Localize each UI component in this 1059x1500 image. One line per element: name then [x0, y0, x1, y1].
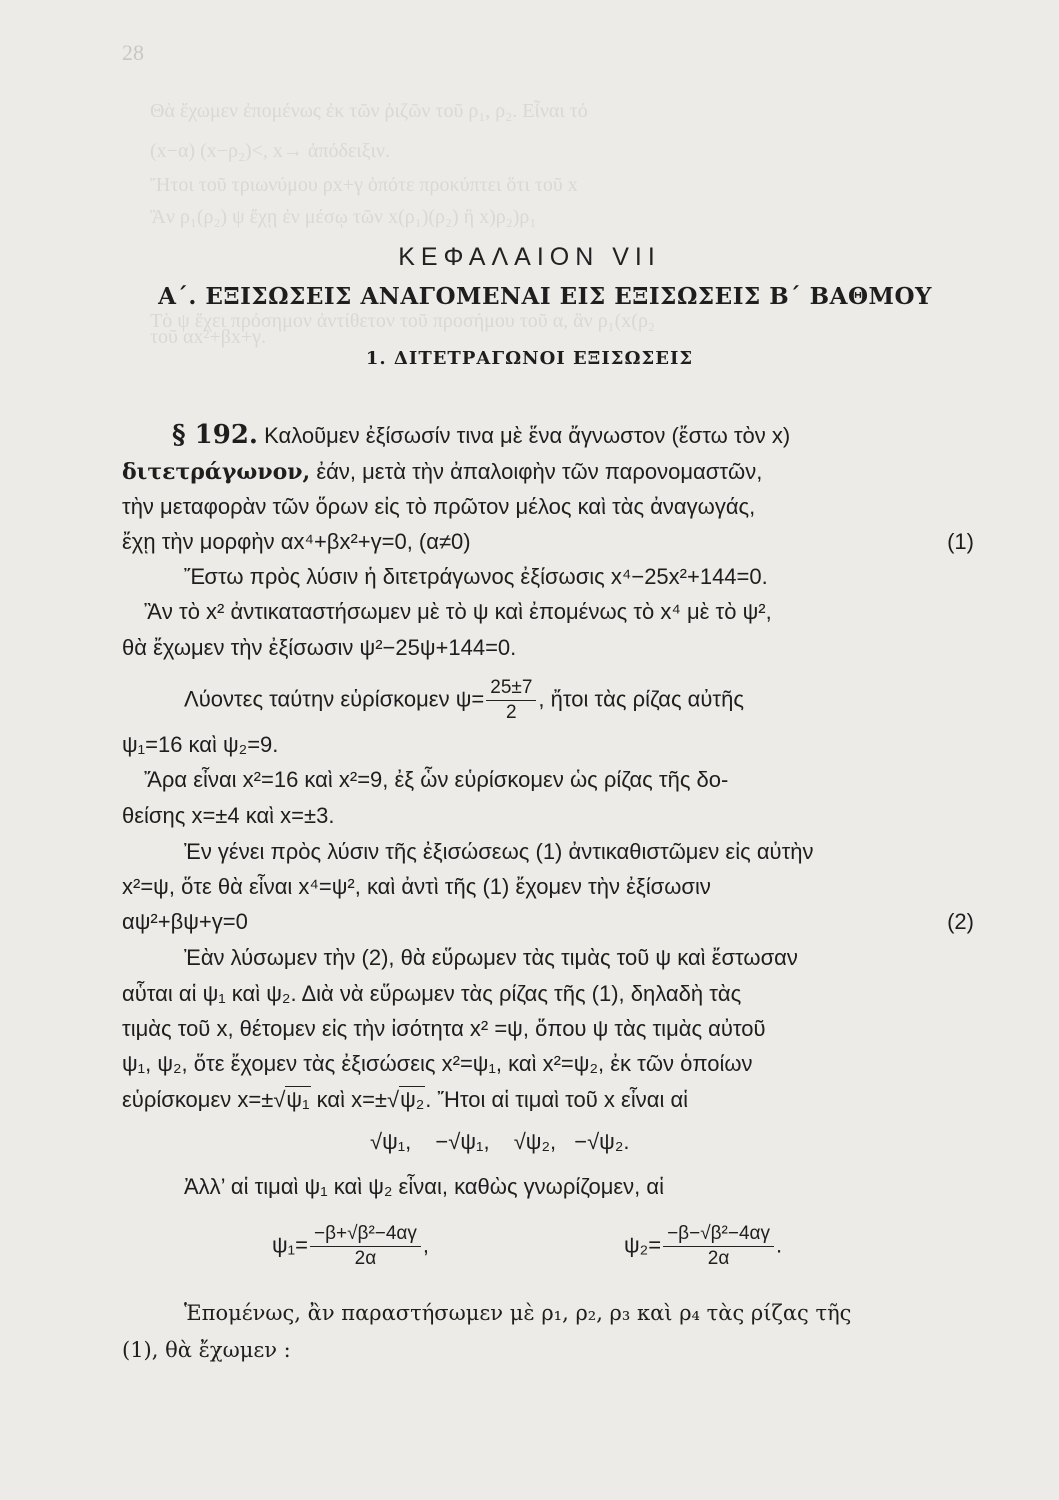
root-value: −√ψ₁,: [435, 1129, 490, 1154]
text-line: τιμὰς τοῦ x, θέτομεν εἰς τὴν ἰσότητα x² =ψ, ὅπου ψ τὰς τιμὰς αὐτοῦ: [122, 1016, 766, 1041]
text-span: αψ²+βψ+γ=0: [122, 909, 248, 934]
text-line: Ἀλλ’ αἱ τιμαὶ ψ₁ καὶ ψ₂ εἶναι, καθὼς γνωρίζομεν, αἱ: [184, 1174, 665, 1199]
text-line: [122, 421, 974, 450]
text-line: Ἐὰν λύσωμεν τὴν (2), θὰ εὕρωμεν τὰς τιμὰς τοῦ ψ καὶ ἔστωσαν: [184, 945, 798, 970]
text-line: [122, 528, 974, 556]
root-value: √ψ₁,: [370, 1129, 412, 1154]
formula-lhs: ψ₂=: [624, 1232, 662, 1258]
formula-lhs: ψ₁=: [272, 1232, 308, 1258]
text-line: [122, 676, 974, 725]
fraction-denominator: 2α: [354, 1248, 377, 1269]
fraction-numerator: −β−√β²−4αγ: [663, 1222, 774, 1247]
defined-term: διτετράγωνον,: [122, 459, 311, 485]
bleed-through-line: Ἤτοι τοῦ τριωνύμου ρx+γ ὁπότε προκύπτει ὅτι τοῦ x: [150, 174, 578, 196]
text-line: τὴν μεταφορὰν τῶν ὅρων εἰς τὸ πρῶτον μέλος καὶ τὰς ἀναγωγάς,: [122, 494, 756, 519]
bleed-through-line: Ἂν ρ₁(ρ₂) ψ ἔχῃ ἐν μέσῳ τῶν x(ρ₁)(ρ₂) ἢ x)ρ₂)ρ₁: [150, 206, 537, 228]
text-line: θὰ ἔχωμεν τὴν ἐξίσωσιν ψ²−25ψ+144=0.: [122, 635, 517, 660]
equation-number: (1): [947, 529, 974, 554]
text-span: εὑρίσκομεν x=±: [122, 1087, 274, 1112]
text-span: καὶ x=±: [310, 1087, 387, 1112]
fraction: [310, 1222, 421, 1271]
root-value: −√ψ₂.: [574, 1129, 630, 1154]
bleed-through-line: τοῦ αx²+βx+γ.: [150, 326, 266, 348]
bleed-through-line: Τὸ ψ ἔχει πρόσημον ἀντίθετον τοῦ προσήμου τοῦ α, ἂν ρ₁(x(ρ₂: [150, 310, 655, 332]
fraction: [486, 676, 536, 725]
text-span: . Ἤτοι αἱ τιμαὶ τοῦ x εἶναι αἱ: [425, 1087, 689, 1112]
fraction-denominator: 2α: [707, 1248, 730, 1269]
bleed-through-line: (x−α) (x−ρ₂)<, x→ ἀπόδειξιν.: [150, 140, 391, 162]
fraction-numerator: 25±7: [486, 676, 536, 701]
text-line: [122, 458, 974, 486]
text-line: Ἂν τὸ x² ἀντικαταστήσωμεν μὲ τὸ ψ καὶ ἐπομένως τὸ x⁴ μὲ τὸ ψ²,: [144, 599, 772, 624]
chapter-title: ΚΕΦΑΛΑΙΟΝ VII: [398, 243, 661, 271]
fraction: [663, 1222, 774, 1271]
text-line: Ἑπομένως, ἂν παραστήσωμεν μὲ ρ₁, ρ₂, ρ₃ καὶ ρ₄ τὰς ρίζας τῆς: [184, 1301, 852, 1325]
radical: ψ₁: [286, 1087, 310, 1112]
text-line: αὗται αἱ ψ₁ καὶ ψ₂. Διὰ νὰ εὕρωμεν τὰς ρίζας τῆς (1), δηλαδὴ τὰς: [122, 981, 742, 1006]
text-line: θείσης x=±4 καὶ x=±3.: [122, 803, 335, 828]
fraction-denominator: 2: [506, 702, 517, 723]
text-line: Ἔστω πρὸς λύσιν ἡ διτετράγωνος ἐξίσωσις x⁴−25x²+144=0.: [184, 564, 768, 589]
roots-list: [370, 1128, 700, 1156]
section-title: 1. ΔΙΤΕΤΡΑΓΩΝΟΙ ΕΞΙΣΩΣΕΙΣ: [365, 348, 694, 369]
root-value: √ψ₂,: [513, 1129, 557, 1154]
text-span: Καλοῦμεν ἐξίσωσίν τινα μὲ ἕνα ἄγνωστον (ἔστω τὸν x): [264, 423, 791, 448]
text-line: ψ₁=16 καὶ ψ₂=9.: [122, 732, 279, 757]
page-number: 28: [122, 40, 144, 65]
text-line: (1), θὰ ἔχωμεν :: [122, 1338, 291, 1362]
text-span: , ἤτοι τὰς ρίζας αὐτῆς: [538, 686, 744, 712]
section-mark: § 192.: [172, 420, 258, 450]
text-line: [122, 908, 974, 936]
text-line: ψ₁, ψ₂, ὅτε ἔχομεν τὰς ἐξισώσεις x²=ψ₁, καὶ x²=ψ₂, ἐκ τῶν ὁποίων: [122, 1051, 753, 1076]
text-span: ἔχῃ τὴν μορφὴν αx⁴+βx²+γ=0, (α≠0): [122, 529, 471, 554]
radical: ψ₂: [400, 1087, 425, 1112]
text-line: x²=ψ, ὅτε θὰ εἶναι x⁴=ψ², καὶ ἀντὶ τῆς (1) ἔχομεν τὴν ἐξίσωσιν: [122, 874, 711, 899]
text-line: Ἐν γένει πρὸς λύσιν τῆς ἐξισώσεως (1) ἀντικαθιστῶμεν εἰς αὐτὴν: [184, 839, 814, 864]
text-line: Ἄρα εἶναι x²=16 καὶ x²=9, ἐξ ὧν εὑρίσκομεν ὡς ρίζας τῆς δο-: [144, 767, 729, 792]
text-span: ἐάν, μετὰ τὴν ἀπαλοιφὴν τῶν παρονομαστῶν,: [316, 459, 763, 484]
equation-number: (2): [947, 909, 974, 934]
formula-psi2: ψ₂= $\frac{\text{−β−√β²−4αγ}}{2\alpha}$ .: [624, 1223, 783, 1269]
fraction-numerator: −β+√β²−4αγ: [310, 1222, 421, 1247]
bleed-through-line: Θὰ ἔχωμεν ἐπομένως ἐκ τῶν ῥιζῶν τοῦ ρ₁, ρ₂. Εἶναι τό: [150, 100, 588, 122]
formula-psi1: ψ₁= $\frac{\text{−β+√β²−4αγ}}{2\alpha}$ ,: [272, 1223, 430, 1269]
text-line: εὑρίσκομεν x=±√ψ₁ καὶ x=±√ψ₂. Ἤτοι αἱ τιμαὶ τοῦ x εἶναι αἱ: [122, 1087, 689, 1112]
text-span: Λύοντες ταύτην εὑρίσκομεν ψ=: [184, 686, 485, 712]
part-title: Α΄. ΕΞΙΣΩΣΕΙΣ ΑΝΑΓΟΜΕΝΑΙ ΕΙΣ ΕΞΙΣΩΣΕΙΣ Β΄ ΒΑΘΜΟΥ: [158, 283, 932, 310]
